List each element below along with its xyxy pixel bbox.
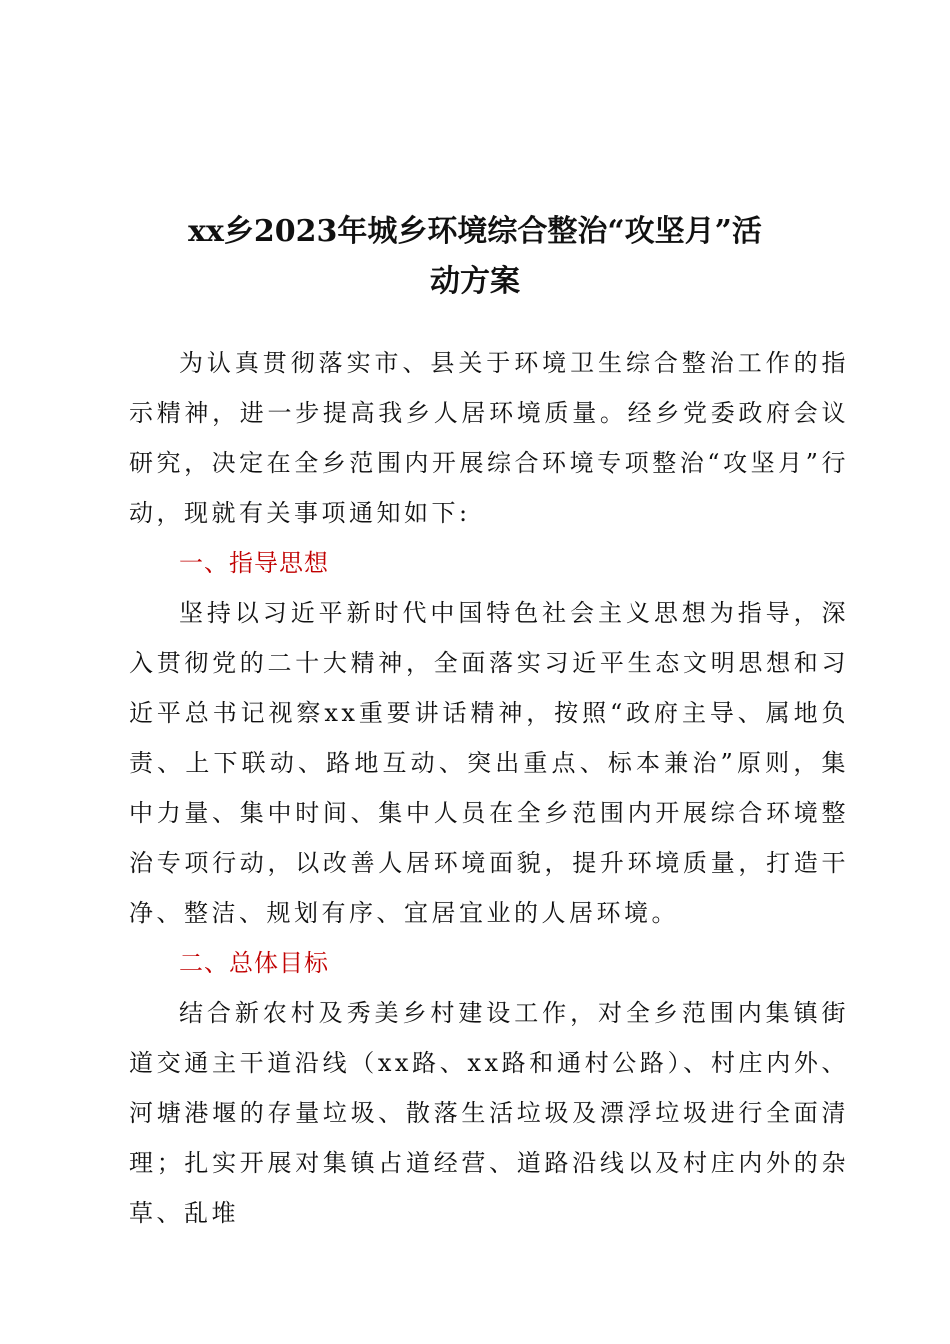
- intro-paragraph: 为认真贯彻落实市、县关于环境卫生综合整治工作的指示精神，进一步提高我乡人居环境质量。经乡党委政府会议研究，决定在全乡范围内开展综合环境专项整治“攻坚月”行动，现就有关事项通知如下:: [129, 349, 849, 527]
- overall-goals-paragraph: 结合新农村及秀美乡村建设工作，对全乡范围内集镇街道交通主干道沿线（xx路、xx路和通村公路）、村庄内外、河塘港堰的存量垃圾、散落生活垃圾及漂浮垃圾进行全面清理；扎实开展对集镇占道经营、道路沿线以及村庄内外的杂草、乱堆: [129, 999, 849, 1227]
- section-heading-guiding-ideology: 一、指导思想: [179, 549, 329, 577]
- section-heading-overall-goals: 二、总体目标: [179, 949, 329, 977]
- document-title-line-1: xx乡2023年城乡环境综合整治“攻坚月”活: [188, 214, 762, 249]
- document-body: [129, 338, 849, 1238]
- guiding-ideology-paragraph: 坚持以习近平新时代中国特色社会主义思想为指导，深入贯彻党的二十大精神，全面落实习近平生态文明思想和习近平总书记视察xx重要讲话精神，按照“政府主导、属地负责、上下联动、路地互动、突出重点、标本兼治”原则，集中力量、集中时间、集中人员在全乡范围内开展综合环境整治专项行动，以改善人居环境面貌，提升环境质量，打造干净、整洁、规划有序、宜居宜业的人居环境。: [129, 599, 849, 927]
- document-title-line-2: 动方案: [430, 264, 520, 299]
